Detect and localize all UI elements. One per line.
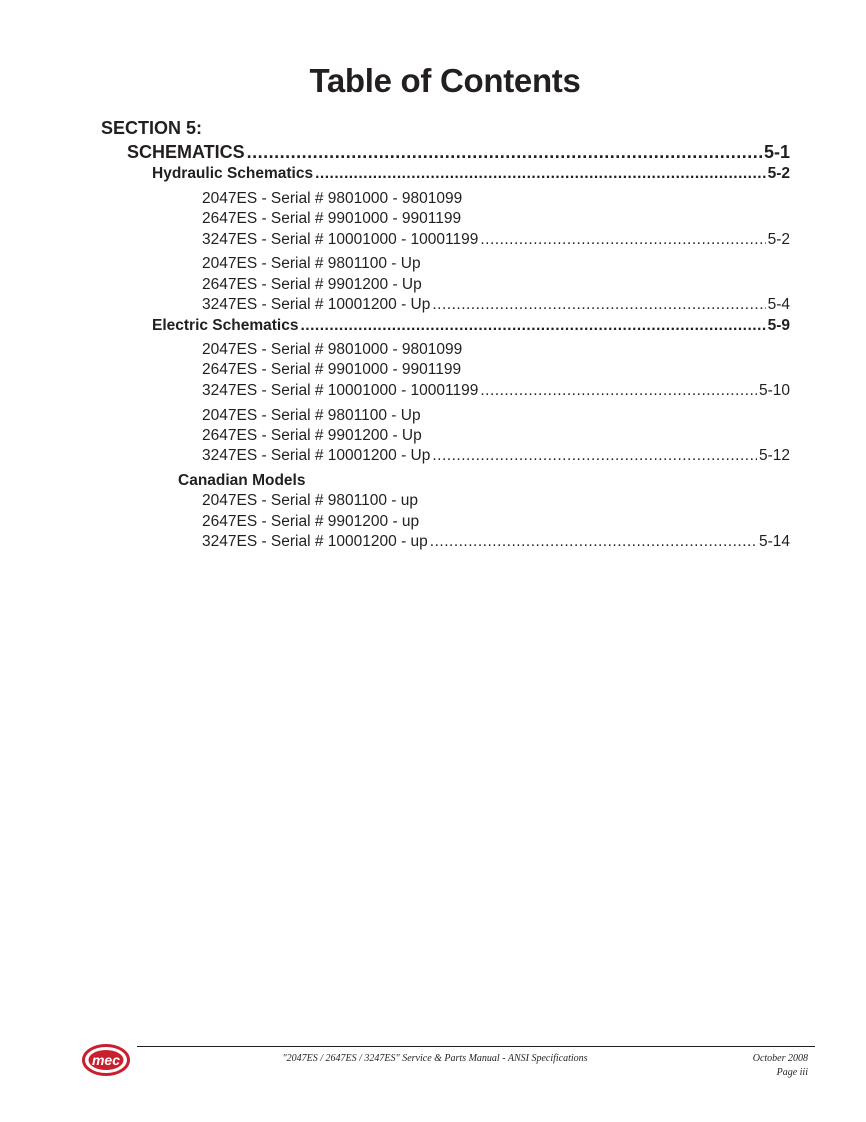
page-title: Table of Contents <box>309 62 581 99</box>
toc-entry-page: 5-2 <box>767 231 790 248</box>
toc-entry-hydraulic-group-1[interactable] <box>202 231 790 249</box>
leader-dots <box>300 317 765 335</box>
leader-dots <box>432 296 765 314</box>
toc-item-line: 2047ES - Serial # 9801100 - Up <box>202 407 421 424</box>
footer-date: October 2008 <box>752 1053 808 1064</box>
toc-entry-page: 5-9 <box>767 317 790 334</box>
toc-entry-title: 3247ES - Serial # 10001000 - 10001199 <box>202 382 479 399</box>
toc-entry-electric-group-1[interactable] <box>202 382 790 400</box>
toc-entry-title: 3247ES - Serial # 10001200 - Up <box>202 447 431 464</box>
leader-dots <box>432 447 757 465</box>
toc-entry-canadian-models[interactable] <box>202 533 790 551</box>
mec-logo <box>82 1044 130 1076</box>
logo-text: mec <box>91 1052 121 1068</box>
toc-entry-page: 5-14 <box>758 533 790 550</box>
toc-entry-title: 3247ES - Serial # 10001200 - Up <box>202 296 431 313</box>
toc-item-line: 2647ES - Serial # 9901200 - Up <box>202 427 422 444</box>
toc-item-line: 2047ES - Serial # 9801100 - Up <box>202 255 421 272</box>
toc-item-line: 2047ES - Serial # 9801100 - up <box>202 492 419 509</box>
toc-entry-electric-schematics[interactable] <box>152 317 790 335</box>
leader-dots <box>247 142 762 163</box>
footer-manual-title: "2047ES / 2647ES / 3247ES" Service & Parts Manual - ANSI Specifications <box>282 1053 588 1064</box>
toc-entry-page: 5-2 <box>767 165 790 182</box>
toc-entry-hydraulic-schematics[interactable] <box>152 165 790 183</box>
toc-entry-electric-group-2[interactable] <box>202 447 790 465</box>
footer-divider <box>137 1046 815 1047</box>
toc-entry-title: 3247ES - Serial # 10001000 - 10001199 <box>202 231 479 248</box>
toc-entry-page: 5-10 <box>758 382 790 399</box>
toc-entry-title: Electric Schematics <box>152 317 299 334</box>
toc-item-line: 2047ES - Serial # 9801000 - 9801099 <box>202 341 463 358</box>
toc-entry-page: 5-1 <box>763 142 790 162</box>
leader-dots <box>480 382 757 400</box>
toc-entry-page: 5-12 <box>758 447 790 464</box>
toc-item-line: 2647ES - Serial # 9901200 - Up <box>202 276 422 293</box>
toc-item-line: 2647ES - Serial # 9901200 - up <box>202 513 420 530</box>
toc-entry-page: 5-4 <box>767 296 790 313</box>
leader-dots <box>430 533 757 551</box>
toc-entry-title: 3247ES - Serial # 10001200 - up <box>202 533 428 550</box>
toc-entry-hydraulic-group-2[interactable] <box>202 296 790 314</box>
leader-dots <box>315 165 765 183</box>
toc-entry-title: Hydraulic Schematics <box>152 165 314 182</box>
toc-heading-canadian-models: Canadian Models <box>178 472 306 489</box>
toc-entry-schematics[interactable] <box>127 142 790 163</box>
footer-page-number: Page iii <box>776 1067 808 1078</box>
toc-item-line: 2647ES - Serial # 9901000 - 9901199 <box>202 210 462 227</box>
toc-item-line: 2047ES - Serial # 9801000 - 9801099 <box>202 190 463 207</box>
section-label: SECTION 5: <box>101 118 203 138</box>
toc-item-line: 2647ES - Serial # 9901000 - 9901199 <box>202 361 462 378</box>
toc-entry-title: SCHEMATICS <box>127 142 245 162</box>
leader-dots <box>480 231 765 249</box>
